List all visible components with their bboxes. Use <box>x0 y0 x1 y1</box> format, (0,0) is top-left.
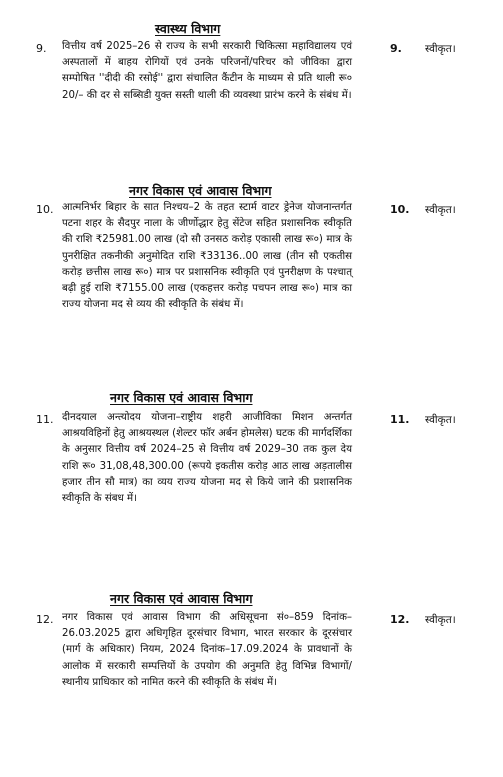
item-description: आत्मनिर्भर बिहार के सात निश्चय–2 के तहत स्टार्म वाटर ड्रेनेज योजनान्तर्गत पटना शहर के सैदपुर नाला के जीर्णोद्धार हेतु सेंटेज सहित प्रशासनिक स्वीकृति की राशि ₹25981.00 लाख (दो सौ उनसठ करोड़ एकासी लाख रू०) मात्र के पुनरीक्षित तकनीकी अनुमोदित राशि ₹33136..00 लाख (तीन सौ एकतीस करोड़ छत्तीस लाख रू०) मात्र पर प्रशासनिक स्वीकृति एवं पुनरीक्षण के पश्चात् बढ़ी हुई राशि ₹7155.00 लाख (एकहत्तर करोड़ पचपन लाख रू०) मात्र का राज्य योजना मद से व्यय की स्वीकृति के संबंध में। <box>62 202 352 311</box>
decision-number: 10. <box>390 203 410 216</box>
decision-number: 12. <box>390 613 410 626</box>
item-number: 12. <box>36 613 54 626</box>
decision-status: स्वीकृत। <box>425 43 456 55</box>
department-heading: नगर विकास एवं आवास विभाग <box>110 390 253 405</box>
department-heading: नगर विकास एवं आवास विभाग <box>110 591 253 606</box>
department-heading: स्वास्थ्य विभाग <box>155 21 221 36</box>
decision-status: स्वीकृत। <box>425 614 456 626</box>
decision-number: 11. <box>390 413 410 426</box>
item-number: 11. <box>36 413 54 426</box>
item-number: 9. <box>36 42 47 55</box>
decision-number: 9. <box>390 42 402 55</box>
item-description: नगर विकास एवं आवास विभाग की अधिसूचना सं०–859 दिनांक–26.03.2025 द्वारा अधिगृहित दूरसंचार विभाग, भारत सरकार के दूरसंचार (मार्ग के अधिकार) नियम, 2024 दिनांक–17.09.2024 के प्रावधानों के आलोक में सरकारी सम्पत्तियों के उपयोग की अनुमति हेतु विभिन्न विभागों/स्थानीय प्राधिकार को नामित करने की स्वीकृति के संबंध में। <box>62 612 352 688</box>
department-heading: नगर विकास एवं आवास विभाग <box>129 183 272 198</box>
decision-status: स्वीकृत। <box>425 414 456 426</box>
item-number: 10. <box>36 203 54 216</box>
item-description: वित्तीय वर्ष 2025–26 से राज्य के सभी सरकारी चिकित्सा महाविद्यालय एवं अस्पतालों में बाहय रोगियों एवं उनके परिजनों/परिचर को जीविका द्वारा सम्पोषित ''दीदी की रसोई'' द्वारा संचालित कैंटीन के माध्यम से प्रति थाली रू० 20/– की दर से सब्सिडी युक्त सस्ती थाली की व्यवस्था प्रारंभ करने के संबंध में। <box>62 41 352 101</box>
decision-status: स्वीकृत। <box>425 204 456 216</box>
item-description: दीनदयाल अन्त्योदय योजना–राष्ट्रीय शहरी आजीविका मिशन अन्तर्गत आश्रयविहिनों हेतु आश्रयस्थल (शेल्टर फॉर अर्बन होमलेस) घटक की मार्गदर्शिका के अनुसार वित्तीय वर्ष 2024–25 से वित्तीय वर्ष 2029–30 तक कुल देय राशि रू० 31,08,48,300.00 (रूपये इकतीस करोड़ आठ लाख अड़तालीस हजार तीन सौ मात्र) का व्यय राज्य योजना मद से किये जाने की प्रशासनिक स्वीकृति के संबध में। <box>62 412 352 505</box>
